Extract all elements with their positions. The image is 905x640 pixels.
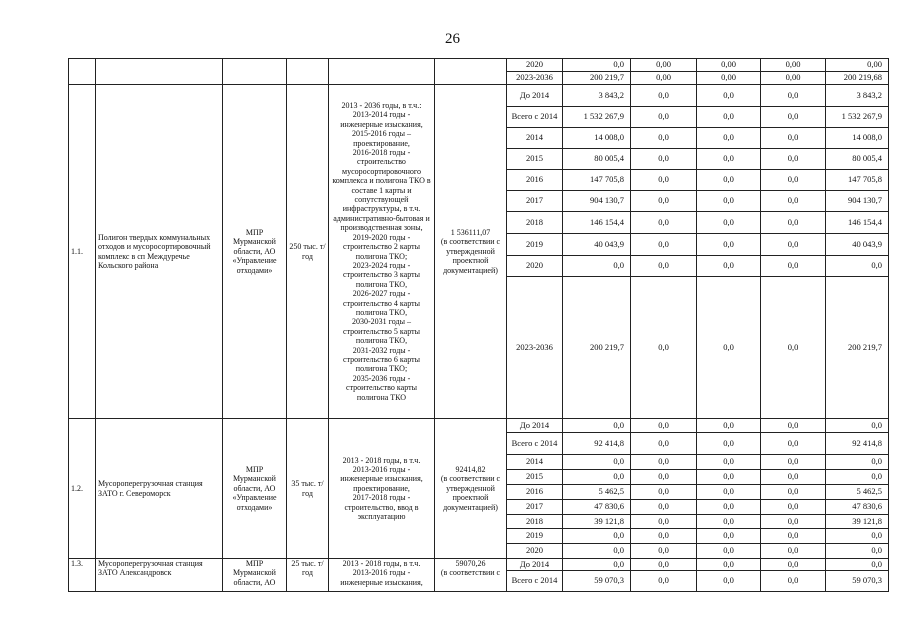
value-cell: 5 462,5	[826, 485, 889, 500]
capacity: 25 тыс. т/год	[287, 559, 329, 592]
value-cell: 147 705,8	[826, 170, 889, 191]
value-cell: 0,0	[631, 500, 697, 515]
value-cell: 0,0	[563, 470, 631, 485]
value-cell: 0,0	[631, 485, 697, 500]
description-cell	[329, 59, 435, 85]
value-cell: 0,0	[761, 515, 826, 529]
value-cell: 59 070,3	[826, 571, 889, 592]
value-cell: 0,0	[697, 485, 761, 500]
value-cell: 0,0	[761, 433, 826, 455]
value-cell: 0,00	[761, 59, 826, 72]
value-cell: 39 121,8	[563, 515, 631, 529]
year-cell: 2015	[507, 149, 563, 170]
value-cell: 0,0	[761, 529, 826, 544]
value-cell: 0,0	[761, 212, 826, 234]
value-cell: 0,0	[697, 277, 761, 419]
value-cell: 0,0	[697, 85, 761, 107]
value-cell: 0,0	[761, 191, 826, 212]
value-cell: 0,0	[631, 571, 697, 592]
value-cell: 0,0	[826, 419, 889, 433]
value-cell: 0,0	[761, 256, 826, 277]
value-cell: 0,00	[697, 72, 761, 85]
value-cell: 0,00	[631, 72, 697, 85]
value-cell: 200 219,7	[826, 277, 889, 419]
value-cell: 0,0	[697, 128, 761, 149]
value-cell: 0,0	[631, 107, 697, 128]
value-cell: 0,0	[697, 191, 761, 212]
value-cell: 0,0	[761, 559, 826, 571]
value-cell: 0,0	[631, 515, 697, 529]
value-cell: 40 043,9	[563, 234, 631, 256]
value-cell: 0,0	[631, 529, 697, 544]
value-cell: 0,0	[631, 544, 697, 559]
value-cell: 92 414,8	[563, 433, 631, 455]
section-number: 1.1.	[69, 85, 96, 419]
value-cell: 147 705,8	[563, 170, 631, 191]
value-cell: 904 130,7	[563, 191, 631, 212]
value-cell: 0,0	[563, 455, 631, 470]
value-cell: 0,0	[697, 149, 761, 170]
value-cell: 0,00	[826, 59, 889, 72]
value-cell: 0,0	[631, 170, 697, 191]
cost-cell	[435, 59, 507, 85]
year-cell: 2016	[507, 485, 563, 500]
value-cell: 0,0	[826, 256, 889, 277]
value-cell: 0,0	[761, 107, 826, 128]
capacity: 35 тыс. т/год	[287, 419, 329, 559]
year-cell: Всего с 2014	[507, 571, 563, 592]
year-cell: 2019	[507, 529, 563, 544]
value-cell: 0,0	[563, 559, 631, 571]
year-cell: 2014	[507, 128, 563, 149]
year-cell: 2017	[507, 191, 563, 212]
value-cell: 146 154,4	[826, 212, 889, 234]
value-cell: 0,0	[631, 419, 697, 433]
value-cell: 0,0	[631, 128, 697, 149]
value-cell: 0,0	[631, 455, 697, 470]
value-cell: 0,0	[631, 149, 697, 170]
value-cell: 0,0	[697, 256, 761, 277]
value-cell: 0,00	[697, 59, 761, 72]
value-cell: 0,0	[761, 419, 826, 433]
page-number: 26	[445, 31, 460, 47]
value-cell: 0,0	[761, 571, 826, 592]
value-cell: 92 414,8	[826, 433, 889, 455]
value-cell: 1 532 267,9	[563, 107, 631, 128]
value-cell: 0,0	[761, 234, 826, 256]
value-cell: 0,0	[761, 500, 826, 515]
value-cell: 39 121,8	[826, 515, 889, 529]
value-cell: 0,0	[631, 256, 697, 277]
name-cell	[96, 59, 223, 85]
section-number: 1.3.	[69, 559, 96, 592]
value-cell: 0,0	[563, 544, 631, 559]
table-body	[69, 59, 889, 592]
value-cell: 47 830,6	[826, 500, 889, 515]
value-cell: 200 219,68	[826, 72, 889, 85]
value-cell: 0,0	[761, 470, 826, 485]
cost: 92414,82 (в соответствии с утвержденной проектной документацией)	[435, 419, 507, 559]
year-cell: До 2014	[507, 419, 563, 433]
customer: МПР Мурманской области, АО «Управление отходами»	[223, 419, 287, 559]
object-name: Полигон твердых коммунальных отходов и мусоросортировочный комплекс в сп Междуречье Кольского района	[96, 85, 223, 419]
year-cell: 2017	[507, 500, 563, 515]
value-cell: 40 043,9	[826, 234, 889, 256]
value-cell: 904 130,7	[826, 191, 889, 212]
value-cell: 0,0	[631, 433, 697, 455]
table-row	[69, 85, 889, 107]
year-cell: 2018	[507, 212, 563, 234]
value-cell: 0,0	[697, 544, 761, 559]
value-cell: 0,0	[761, 455, 826, 470]
year-cell: 2016	[507, 170, 563, 191]
value-cell: 0,0	[697, 212, 761, 234]
value-cell: 0,0	[761, 128, 826, 149]
value-cell: 14 008,0	[563, 128, 631, 149]
value-cell: 0,0	[631, 234, 697, 256]
year-cell: Всего с 2014	[507, 107, 563, 128]
year-cell: До 2014	[507, 85, 563, 107]
table-row	[69, 559, 889, 571]
value-cell: 1 532 267,9	[826, 107, 889, 128]
value-cell: 0,0	[697, 170, 761, 191]
value-cell: 80 005,4	[826, 149, 889, 170]
value-cell: 0,0	[761, 170, 826, 191]
value-cell: 0,0	[697, 234, 761, 256]
value-cell: 0,0	[761, 149, 826, 170]
capacity-cell	[287, 59, 329, 85]
value-cell: 0,0	[761, 277, 826, 419]
value-cell: 0,0	[563, 256, 631, 277]
section-number: 1.2.	[69, 419, 96, 559]
year-cell: 2014	[507, 455, 563, 470]
value-cell: 0,0	[631, 559, 697, 571]
value-cell: 5 462,5	[563, 485, 631, 500]
year-cell: 2020	[507, 59, 563, 72]
value-cell: 3 843,2	[826, 85, 889, 107]
value-cell: 59 070,3	[563, 571, 631, 592]
object-name: Мусороперегрузочная станция ЗАТО Александровск	[96, 559, 223, 592]
value-cell: 0,0	[697, 433, 761, 455]
value-cell: 0,0	[697, 470, 761, 485]
value-cell: 80 005,4	[563, 149, 631, 170]
year-cell: 2020	[507, 544, 563, 559]
table-row	[69, 59, 889, 72]
year-cell: До 2014	[507, 559, 563, 571]
value-cell: 0,00	[631, 59, 697, 72]
value-cell: 14 008,0	[826, 128, 889, 149]
value-cell: 200 219,7	[563, 72, 631, 85]
value-cell: 0,0	[631, 191, 697, 212]
value-cell: 0,0	[826, 455, 889, 470]
value-cell: 0,0	[697, 419, 761, 433]
customer-cell	[223, 59, 287, 85]
description: 2013 - 2018 годы, в т.ч. 2013-2016 годы - инженерные изыскания,	[329, 559, 435, 592]
year-cell: 2018	[507, 515, 563, 529]
capacity: 250 тыс. т/год	[287, 85, 329, 419]
description: 2013 - 2036 годы, в т.ч.: 2013-2014 годы - инженерные изыскания, 2015-2016 годы – проектирование, 2016-2018 годы - строительство мусоросортировочного комплекса и полигона ТКО в составе 1 карты и сопутствующей инфраструктуры, в т.ч. административно-бытовая и производственная зоны, 2019-2020 годы - строительство 2 карты полигона ТКО; 2023-2024 годы - строительство 3 карты полигона ТКО, 2026-2027 годы - строительство 4 карты полигона ТКО, 2030-2031 годы – строительство 5 карты полигона ТКО, 2031-2032 годы - строительство 6 карты полигона ТКО; 2035-2036 годы - строительство карты полигона ТКО	[329, 85, 435, 419]
investment-table	[68, 58, 889, 592]
year-cell: 2019	[507, 234, 563, 256]
description: 2013 - 2018 годы, в т.ч. 2013-2016 годы - инженерные изыскания, проектирование, 2017-2018 годы - строительство, ввод в эксплуатацию	[329, 419, 435, 559]
value-cell: 0,0	[826, 529, 889, 544]
value-cell: 0,0	[697, 559, 761, 571]
section-num-cell	[69, 59, 96, 85]
year-cell: 2023-2036	[507, 277, 563, 419]
table-row	[69, 419, 889, 433]
year-cell: Всего с 2014	[507, 433, 563, 455]
object-name: Мусороперегрузочная станция ЗАТО г. Североморск	[96, 419, 223, 559]
value-cell: 0,0	[631, 470, 697, 485]
value-cell: 0,0	[826, 470, 889, 485]
value-cell: 0,0	[761, 485, 826, 500]
value-cell: 0,0	[697, 455, 761, 470]
value-cell: 0,0	[697, 515, 761, 529]
value-cell: 0,0	[761, 85, 826, 107]
value-cell: 0,0	[563, 529, 631, 544]
value-cell: 146 154,4	[563, 212, 631, 234]
value-cell: 0,0	[697, 571, 761, 592]
value-cell: 0,0	[631, 277, 697, 419]
cost: 1 536111,07 (в соответствии с утвержденной проектной документацией)	[435, 85, 507, 419]
value-cell: 0,0	[697, 529, 761, 544]
year-cell: 2023-2036	[507, 72, 563, 85]
value-cell: 200 219,7	[563, 277, 631, 419]
value-cell: 0,0	[563, 419, 631, 433]
value-cell: 0,0	[697, 500, 761, 515]
value-cell: 0,0	[631, 85, 697, 107]
value-cell: 47 830,6	[563, 500, 631, 515]
year-cell: 2015	[507, 470, 563, 485]
cost: 59070,26 (в соответствии с	[435, 559, 507, 592]
customer: МПР Мурманской области, АО	[223, 559, 287, 592]
value-cell: 0,0	[826, 559, 889, 571]
value-cell: 0,0	[631, 212, 697, 234]
year-cell: 2020	[507, 256, 563, 277]
value-cell: 0,0	[563, 59, 631, 72]
value-cell: 0,00	[761, 72, 826, 85]
value-cell: 0,0	[761, 544, 826, 559]
value-cell: 3 843,2	[563, 85, 631, 107]
customer: МПР Мурманской области, АО «Управление отходами»	[223, 85, 287, 419]
value-cell: 0,0	[697, 107, 761, 128]
value-cell: 0,0	[826, 544, 889, 559]
